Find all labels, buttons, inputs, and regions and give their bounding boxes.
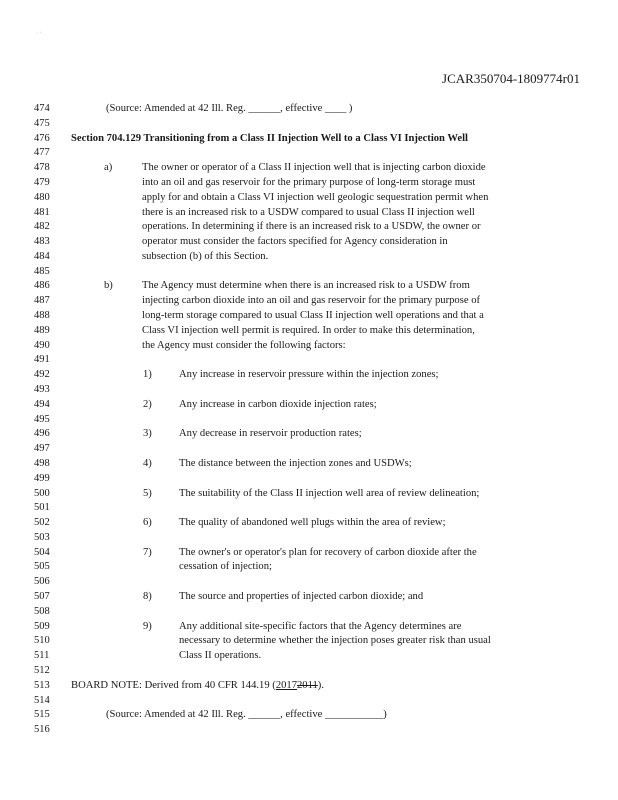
subsection-b-label: b) [104, 280, 113, 292]
line-number: 495 [34, 413, 50, 425]
line-number: 515 [34, 709, 50, 721]
board-note-inserted-year: 2017 [275, 679, 297, 691]
factor-number: 8) [143, 591, 152, 603]
subsection-a-text: operator must consider the factors specified for Agency consideration in [142, 236, 448, 248]
line-number: 498 [34, 457, 50, 469]
subsection-b-text: Class VI injection well permit is required. In order to make this determination, [142, 324, 475, 336]
line-number: 506 [34, 576, 50, 588]
factor-text: Any increase in reservoir pressure within the injection zones; [179, 369, 439, 381]
line-number: 513 [34, 679, 50, 691]
line-number: 516 [34, 724, 50, 736]
line-number: 503 [34, 531, 50, 543]
section-heading: Section 704.129 Transitioning from a Class II Injection Well to a Class VI Injection Well [71, 132, 469, 144]
line-number: 476 [34, 132, 50, 144]
factor-text: The source and properties of injected carbon dioxide; and [179, 591, 424, 603]
line-number: 488 [34, 310, 50, 322]
factor-number: 6) [143, 517, 152, 529]
factor-text: The distance between the injection zones and USDWs; [179, 457, 412, 469]
subsection-a-text: The owner or operator of a Class II injection well that is injecting carbon dioxide [142, 162, 486, 174]
line-number: 508 [34, 605, 50, 617]
subsection-a-text: into an oil and gas reservoir for the primary purpose of long-term storage must [142, 176, 476, 188]
margin-specks: · · [36, 30, 42, 36]
line-number: 485 [34, 265, 50, 277]
line-number: 514 [34, 694, 50, 706]
factor-number: 2) [143, 398, 152, 410]
line-number: 481 [34, 206, 50, 218]
factor-text: Any increase in carbon dioxide injection rates; [179, 398, 377, 410]
board-note-struck-year: 2011 [297, 679, 318, 691]
line-number: 497 [34, 443, 50, 455]
factor-text: Any additional site-specific factors that the Agency determines are [179, 620, 462, 632]
board-note [71, 680, 324, 691]
line-number: 507 [34, 591, 50, 603]
subsection-a-text: operations. In determining if there is an increased risk to a USDW, the owner or [142, 221, 481, 233]
line-number: 478 [34, 162, 50, 174]
line-number: 501 [34, 502, 50, 514]
factor-text: necessary to determine whether the injection poses greater risk than usual [179, 635, 491, 647]
subsection-a-label: a) [104, 162, 113, 174]
line-number: 484 [34, 250, 50, 262]
factor-text: The owner's or operator's plan for recovery of carbon dioxide after the [179, 546, 477, 558]
line-number: 511 [34, 650, 50, 662]
source-note-bottom: (Source: Amended at 42 Ill. Reg. ______, effective ___________) [106, 709, 387, 721]
factor-number: 9) [143, 620, 152, 632]
factor-number: 3) [143, 428, 152, 440]
line-number: 502 [34, 517, 50, 529]
factor-text: Class II operations. [179, 650, 262, 662]
line-number: 475 [34, 117, 50, 129]
line-number: 480 [34, 191, 50, 203]
line-number: 499 [34, 472, 50, 484]
subsection-a-text: subsection (b) of this Section. [142, 250, 269, 262]
factor-number: 7) [143, 546, 152, 558]
line-number: 504 [34, 546, 50, 558]
line-number: 493 [34, 384, 50, 395]
line-number: 500 [34, 487, 50, 499]
factor-text: cessation of injection; [179, 561, 272, 573]
line-number: 512 [34, 665, 50, 677]
subsection-b-text: injecting carbon dioxide into an oil and gas reservoir for the primary purpose of [142, 295, 481, 307]
line-number: 483 [34, 236, 50, 248]
line-number: 505 [34, 561, 50, 573]
subsection-b-text: The Agency must determine when there is an increased risk to a USDW from [142, 280, 470, 292]
line-number: 509 [34, 620, 50, 632]
line-number: 510 [34, 635, 50, 647]
line-number: 477 [34, 147, 50, 159]
subsection-b-text: long-term storage compared to usual Class II injection well operations and that a [142, 310, 484, 322]
board-note-suffix: ). [317, 679, 324, 691]
board-note-prefix: BOARD NOTE: Derived from 40 CFR 144.19 ( [71, 679, 276, 691]
factor-number: 5) [143, 487, 152, 499]
line-number: 479 [34, 176, 50, 188]
factor-number: 4) [143, 457, 152, 469]
line-number: 482 [34, 221, 50, 233]
factor-text: The quality of abandoned well plugs within the area of review; [179, 517, 446, 529]
line-number: 492 [34, 369, 50, 381]
factor-number: 1) [143, 369, 152, 381]
subsection-b-text: the Agency must consider the following factors: [142, 339, 346, 351]
line-number: 496 [34, 428, 50, 440]
line-number: 487 [34, 295, 50, 307]
source-note-top: (Source: Amended at 42 Ill. Reg. ______, effective ____ ) [106, 103, 353, 114]
line-number: 491 [34, 354, 50, 366]
factor-text: The suitability of the Class II injection well area of review delineation; [179, 487, 480, 499]
factor-text: Any decrease in reservoir production rates; [179, 428, 362, 440]
line-number: 490 [34, 339, 50, 351]
line-number: 486 [34, 280, 50, 292]
document-id: JCAR350704-1809774r01 [442, 71, 580, 86]
line-number: 494 [34, 398, 50, 410]
subsection-a-text: there is an increased risk to a USDW compared to usual Class II injection well [142, 206, 475, 218]
subsection-a-text: apply for and obtain a Class VI injection well geologic sequestration permit when [142, 191, 489, 203]
line-number: 489 [34, 324, 50, 336]
line-number: 474 [34, 103, 50, 114]
